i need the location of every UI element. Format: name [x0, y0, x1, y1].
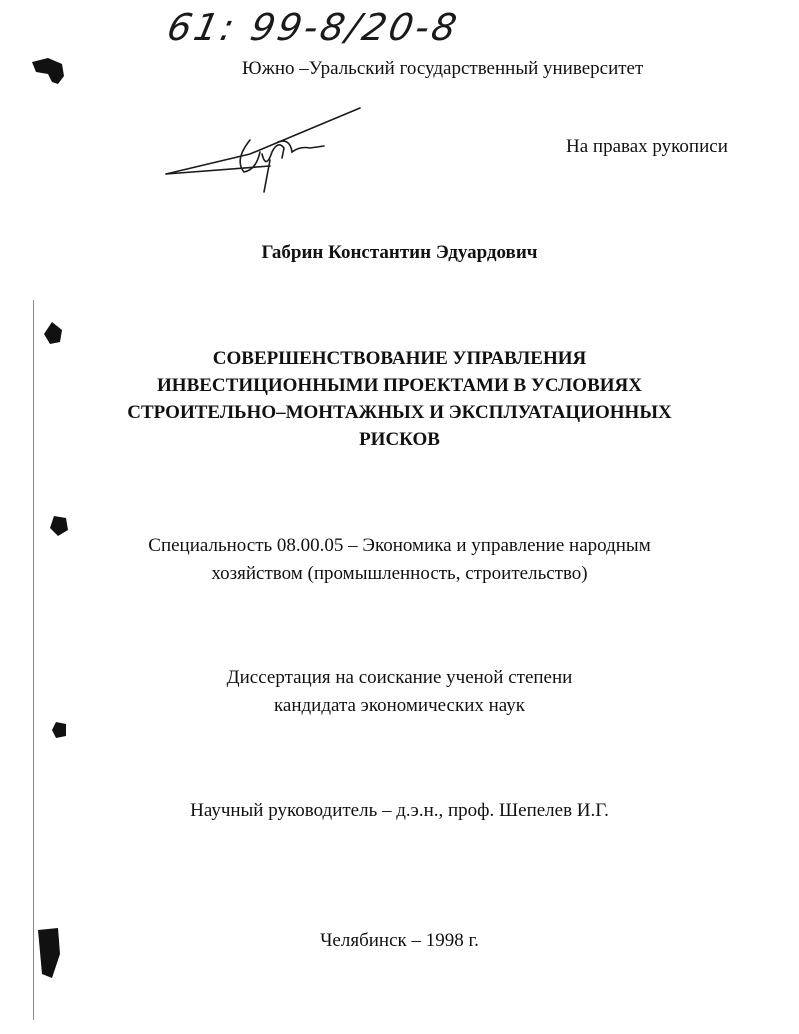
title-line: РИСКОВ	[359, 429, 440, 450]
specialty	[0, 532, 799, 588]
city-year: Челябинск – 1998 г.	[320, 930, 479, 951]
title-line: СОВЕРШЕНСТВОВАНИЕ УПРАВЛЕНИЯ	[212, 348, 587, 369]
university-name: Южно –Уральский государственный университет	[242, 58, 644, 79]
archive-number: 61: 99-8/20-8	[163, 6, 464, 49]
degree-line: кандидата экономических наук	[273, 695, 526, 716]
scientific-advisor: Научный руководитель – д.э.н., проф. Шепелев И.Г.	[190, 800, 609, 821]
title-line: СТРОИТЕЛЬНО–МОНТАЖНЫХ И ЭКСПЛУАТАЦИОННЫХ	[127, 402, 672, 423]
specialty-line: хозяйством (промышленность, строительство)	[211, 563, 588, 584]
author-name: Габрин Константин Эдуардович	[261, 242, 538, 263]
punch-hole-mark	[38, 318, 68, 348]
ink-blot	[28, 52, 68, 88]
degree-statement	[0, 664, 799, 720]
dissertation-title	[0, 345, 799, 453]
degree-line: Диссертация на соискание ученой степени	[226, 667, 573, 688]
specialty-line: Специальность 08.00.05 – Экономика и управление народным	[148, 535, 651, 556]
title-line: ИНВЕСТИЦИОННЫМИ ПРОЕКТАМИ В УСЛОВИЯХ	[157, 375, 642, 396]
signature	[160, 100, 370, 200]
rights-note: На правах рукописи	[566, 136, 728, 157]
